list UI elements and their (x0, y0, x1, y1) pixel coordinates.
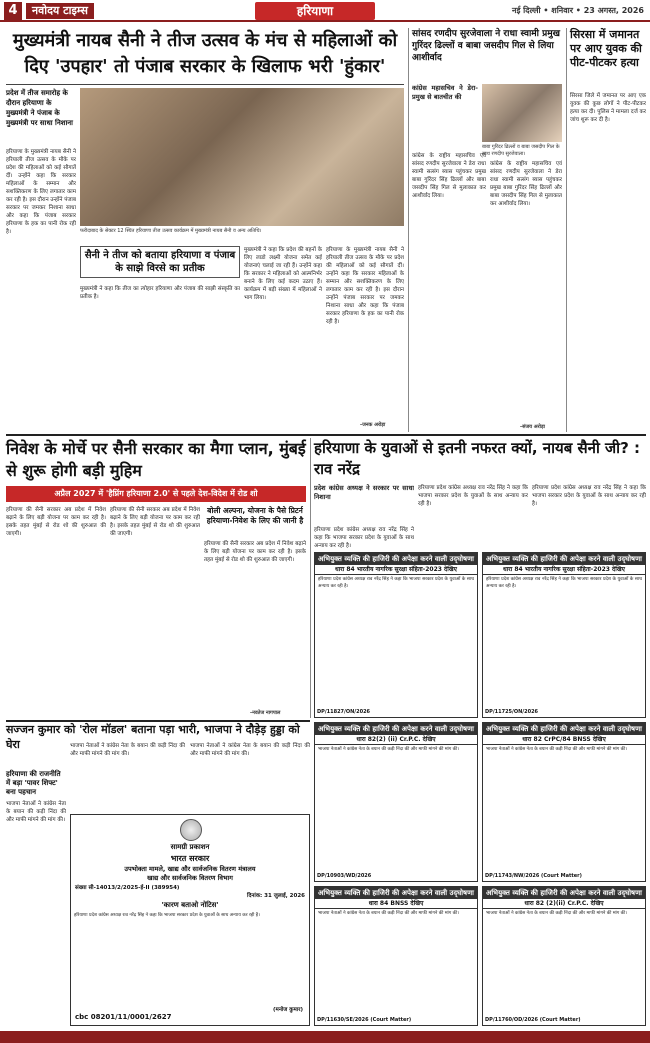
main-lead: प्रदेश में तीज समारोह के दौरान हरियाणा के मुख्यमंत्री ने पंजाब के मुख्यमंत्री पर साधा निशाना (6, 89, 73, 127)
notice-dp-number: DP/11743/NW/2026 (Court Matter) (485, 873, 582, 879)
main-body-col1: हरियाणा के मुख्यमंत्री नायब सैनी ने हरियाली तीज उत्सव के मौके पर प्रदेश की महिलाओं को कई सौगातें दीं। उन्होंने कहा कि सरकार महिलाओं के सम्मान और सशक्तिकरण के लिए लगातार काम कर रही है। इस दौरान उन्होंने पंजाब सरकार पर जमकर निशाना साधा और कहा कि पंजाब सरकार हरियाणा के हक का पानी रोक रही है। (6, 149, 76, 235)
notice-body: भाजपा नेताओं ने कांग्रेस नेता के बयान की कड़ी निंदा की और माफी मांगने की मांग की। (318, 747, 459, 752)
legal-notice (482, 886, 646, 1026)
section-label: हरियाणा (255, 2, 375, 20)
story5-body-col2: भाजपा नेताओं ने कांग्रेस नेता के बयान की कड़ी निंदा की और माफी मांगने की मांग की। (70, 743, 185, 757)
main-byline: -जनक अरोड़ा (360, 422, 386, 428)
notice-title: अभियुक्त व्यक्ति की हाजिरी की अपेक्षा करने वाली उद्‌घोषणा (483, 723, 645, 735)
side2-headline: सिरसा में जमानत पर आए युवक की पीट-पीटकर हत्या (570, 28, 642, 69)
divider (6, 84, 404, 85)
story5-subhead: हरियाणा की राजनीति में बड़ा 'पावर शिफ्ट' बना पहचान (6, 770, 61, 796)
legal-notice (314, 886, 478, 1026)
divider (310, 438, 311, 718)
national-emblem-icon (180, 819, 202, 841)
side1-lead: कांग्रेस महासचिव ने डेरा-प्रमुख से बातचीत की (412, 84, 478, 101)
side2-body: सिरसा जिले में जमानत पर आए एक युवक की कुछ लोगों ने पीट-पीटकर हत्या कर दी। पुलिस ने मामला दर्ज कर जांच शुरू कर दी है। (570, 93, 646, 123)
govt-notice-org: सामग्री प्रकाशन (170, 843, 210, 851)
side1-body: कांग्रेस के राष्ट्रीय महासचिव एवं सांसद रणदीप सुरजेवाला ने डेरा राधा स्वामी सत्संग ब्यास पहुंचकर प्रमुख बाबा गुरिंदर सिंह ढिल्लों और बाबा जसदीप सिंह गिल से मुलाकात कर आशीर्वाद लिया। (412, 153, 486, 199)
main-body-col2: मुख्यमंत्री ने कहा कि प्रदेश की बहनों के लिए लाडो लक्ष्मी योजना समेत कई योजनाएं चलाई जा रही हैं। उन्होंने कहा कि सरकार ने महिलाओं को आत्मनिर्भर बनाने के लिए कई कदम उठाए हैं। कार्यक्रम में बड़ी संख्या में महिलाओं ने भाग लिया। (244, 247, 322, 301)
divider (408, 28, 409, 432)
notice-subtitle: धारा 82(2) (ii) Cr.P.C. देखिए (315, 735, 477, 745)
legal-notice (314, 722, 478, 882)
main-body-col3: हरियाणा के मुख्यमंत्री नायब सैनी ने हरियाली तीज उत्सव के मौके पर प्रदेश की महिलाओं को कई सौगातें दीं। उन्होंने कहा कि सरकार महिलाओं के सम्मान और सशक्तिकरण के लिए लगातार काम कर रही है। इस दौरान उन्होंने पंजाब सरकार पर जमकर निशाना साधा और कहा कि पंजाब सरकार हरियाणा के हक का पानी रोक रही है। (326, 247, 404, 325)
notice-dp-number: DP/10903/WD/2026 (317, 873, 372, 879)
notice-dp-number: DP/11827/ON/2026 (317, 709, 371, 715)
side1-byline: -संजय अरोड़ा (520, 424, 545, 430)
divider (6, 434, 646, 436)
govt-notice-sign: (मनोज कुमार) (273, 1007, 303, 1013)
govt-notice-heading: 'कारण बताओ नोटिस' (161, 901, 219, 909)
dateline: नई दिल्ली • शनिवार • 23 अगस्त, 2026 (512, 6, 644, 15)
notice-dp-number: DP/11760/OD/2026 (Court Matter) (485, 1017, 581, 1023)
main-headline-line2: दिए 'उपहार' तो पंजाब सरकार के खिलाफ भरी 'हुंकार' (24, 56, 386, 77)
story5-body: भाजपा नेताओं ने कांग्रेस नेता के बयान की कड़ी निंदा की और माफी मांगने की मांग की। (6, 801, 66, 823)
story4-body-col2: हरियाणा प्रदेश कांग्रेस अध्यक्ष राव नरेंद्र सिंह ने कहा कि भाजपा सरकार प्रदेश के युवाओं के साथ अन्याय कर रही है। (418, 485, 528, 507)
main-photo-caption: फरीदाबाद के सेक्टर 12 स्थित हरियाणा तीज उत्सव कार्यक्रम में मुख्यमंत्री नायब सैनी व अन्य अतिथि। (80, 228, 262, 234)
govt-notice-dept: उपभोक्ता मामले, खाद्य और सार्वजनिक वितरण मंत्रालय (124, 865, 256, 873)
govt-notice-title: भारत सरकार (170, 854, 210, 863)
notice-body: हरियाणा प्रदेश कांग्रेस अध्यक्ष राव नरेंद्र सिंह ने कहा कि भाजपा सरकार प्रदेश के युवाओं के साथ अन्याय कर रही है। (318, 577, 474, 589)
story3-body-col3: हरियाणा की सैनी सरकार अब प्रदेश में निवेश बढ़ाने के लिए बड़ी योजना पर काम कर रही है। इसके तहत मुंबई से रोड शो की शुरुआत की जाएगी। (204, 541, 306, 563)
notice-title: अभियुक्त व्यक्ति की हाजिरी की अपेक्षा करने वाली उद्‌घोषणा (315, 887, 477, 899)
story3-headline: निवेश के मोर्चे पर सैनी सरकार का मैगा प्लान, मुंबई से शुरू होगी बड़ी मुहिम (6, 439, 306, 480)
story3-band: अप्रैल 2027 में 'हैप्निंग हरियाणा 2.0' से पहले देश-विदेश में रोड शो (6, 486, 306, 502)
top-bar (0, 0, 650, 22)
govt-notice-ref: संख्या सी-14013/2/2025-ई-II (389954) (75, 885, 180, 891)
notice-subtitle: धारा 84 भारतीय नागरिक सुरक्षा संहिता-2023 देखिए (483, 565, 645, 575)
notice-dp-number: DP/11725/ON/2026 (485, 709, 539, 715)
legal-notice (482, 552, 646, 718)
story4-lead: प्रदेश कांग्रेस अध्यक्ष ने सरकार पर साधा निशाना (314, 484, 414, 501)
story5-headline: सज्जन कुमार को 'रोल मॉडल' बताना पड़ा भारी, भाजपा ने दौड़ेड़ हुड्डा को घेरा (6, 723, 300, 751)
main-headline-line1: मुख्यमंत्री नायब सैनी ने तीज उत्सव के मंच से महिलाओं को (12, 30, 398, 51)
notice-dp-number: DP/11630/SE/2026 (Court Matter) (317, 1017, 412, 1023)
govt-notice-body: हरियाणा प्रदेश कांग्रेस अध्यक्ष राव नरेंद्र सिंह ने कहा कि भाजपा सरकार प्रदेश के युवाओं के साथ अन्याय कर रही है। (74, 913, 260, 918)
story5-body-col3: भाजपा नेताओं ने कांग्रेस नेता के बयान की कड़ी निंदा की और माफी मांगने की मांग की। (190, 743, 310, 757)
notice-title: अभियुक्त व्यक्ति की हाजिरी की अपेक्षा करने वाली उद्‌घोषणा (315, 553, 477, 565)
main-subhead: सैनी ने तीज को बताया हरियाणा व पंजाब के साझे विरसे का प्रतीक (80, 246, 240, 278)
notice-body: हरियाणा प्रदेश कांग्रेस अध्यक्ष राव नरेंद्र सिंह ने कहा कि भाजपा सरकार प्रदेश के युवाओं के साथ अन्याय कर रही है। (486, 577, 642, 589)
notice-body: भाजपा नेताओं ने कांग्रेस नेता के बयान की कड़ी निंदा की और माफी मांगने की मांग की। (486, 911, 627, 916)
notice-body: भाजपा नेताओं ने कांग्रेस नेता के बयान की कड़ी निंदा की और माफी मांगने की मांग की। (486, 747, 627, 752)
story3-subhead: बोली अल्पना, योजना के पैसे प्रिटर्न हरियाणा-निवेश के लिए की जानी है (206, 506, 304, 525)
story4-body: हरियाणा प्रदेश कांग्रेस अध्यक्ष राव नरेंद्र सिंह ने कहा कि भाजपा सरकार प्रदेश के युवाओं के साथ अन्याय कर रही है। (314, 527, 414, 549)
side1-caption: बाबा गुरिंदर ढिल्लों व बाबा जसदीप गिल के साथ रणदीप सुरजेवाला। (482, 144, 560, 157)
notice-subtitle: धारा 82 CrPC/84 BNSS देखिए (483, 735, 645, 745)
page-number: 4 (4, 2, 22, 20)
story4-body-col3: हरियाणा प्रदेश कांग्रेस अध्यक्ष राव नरेंद्र सिंह ने कहा कि भाजपा सरकार प्रदेश के युवाओं के साथ अन्याय कर रही है। (532, 485, 646, 507)
side1-body-col2: कांग्रेस के राष्ट्रीय महासचिव एवं सांसद रणदीप सुरजेवाला ने डेरा राधा स्वामी सत्संग ब्यास पहुंचकर प्रमुख बाबा गुरिंदर सिंह ढिल्लों और बाबा जसदीप सिंह गिल से मुलाकात कर आशीर्वाद लिया। (490, 161, 562, 207)
notice-title: अभियुक्त व्यक्ति की हाजिरी की अपेक्षा करने वाली उद्‌घोषणा (483, 553, 645, 565)
main-subhead-body: मुख्यमंत्री ने कहा कि तीज का त्योहार हरियाणा और पंजाब की साझी संस्कृति का प्रतीक है। (80, 286, 240, 300)
notice-title: अभियुक्त व्यक्ति की हाजिरी की अपेक्षा करने वाली उद्‌घोषणा (315, 723, 477, 735)
story4-headline: हरियाणा के युवाओं से इतनी नफरत क्यों, नायब सैनी जी? : राव नरेंद्र (314, 439, 640, 478)
story3-body-col2: हरियाणा की सैनी सरकार अब प्रदेश में निवेश बढ़ाने के लिए बड़ी योजना पर काम कर रही है। इसके तहत मुंबई से रोड शो की शुरुआत की जाएगी। (110, 507, 200, 537)
notice-subtitle: धारा 82 (2)(ii) Cr.P.C. देखिए (483, 899, 645, 909)
govt-notice (70, 814, 310, 1026)
main-photo (80, 88, 404, 226)
side1-photo (482, 84, 562, 142)
main-headline (6, 28, 404, 80)
notice-body: भाजपा नेताओं ने कांग्रेस नेता के बयान की कड़ी निंदा की और माफी मांगने की मांग की। (318, 911, 459, 916)
story3-byline: -नवतेज नागपाल (250, 710, 281, 716)
govt-notice-code: cbc 08201/11/0001/2627 (75, 1013, 172, 1021)
legal-notice (482, 722, 646, 882)
govt-notice-date: दिनांक: 31 जुलाई, 2026 (247, 893, 305, 899)
story3-body: हरियाणा की सैनी सरकार अब प्रदेश में निवेश बढ़ाने के लिए बड़ी योजना पर काम कर रही है। इसके तहत मुंबई से रोड शो की शुरुआत की जाएगी। (6, 507, 106, 537)
side1-headline: सांसद रणदीप सुरजेवाला ने राधा स्वामी प्रमुख गुरिंदर ढिल्लों व बाबा जसदीप गिल से लिया आशीर्वाद (412, 29, 560, 63)
govt-notice-dept2: खाद्य और सार्वजनिक वितरण विभाग (147, 874, 233, 882)
masthead: नवोदय टाइम्स (26, 3, 94, 19)
notice-subtitle: धारा 84 BNSS देखिए (315, 899, 477, 909)
legal-notice (314, 552, 478, 718)
divider (566, 28, 567, 432)
bottom-bar (0, 1031, 650, 1043)
notice-subtitle: धारा 84 भारतीय नागरिक सुरक्षा संहिता-2023 देखिए (315, 565, 477, 575)
notice-title: अभियुक्त व्यक्ति की हाजिरी की अपेक्षा करने वाली उद्‌घोषणा (483, 887, 645, 899)
